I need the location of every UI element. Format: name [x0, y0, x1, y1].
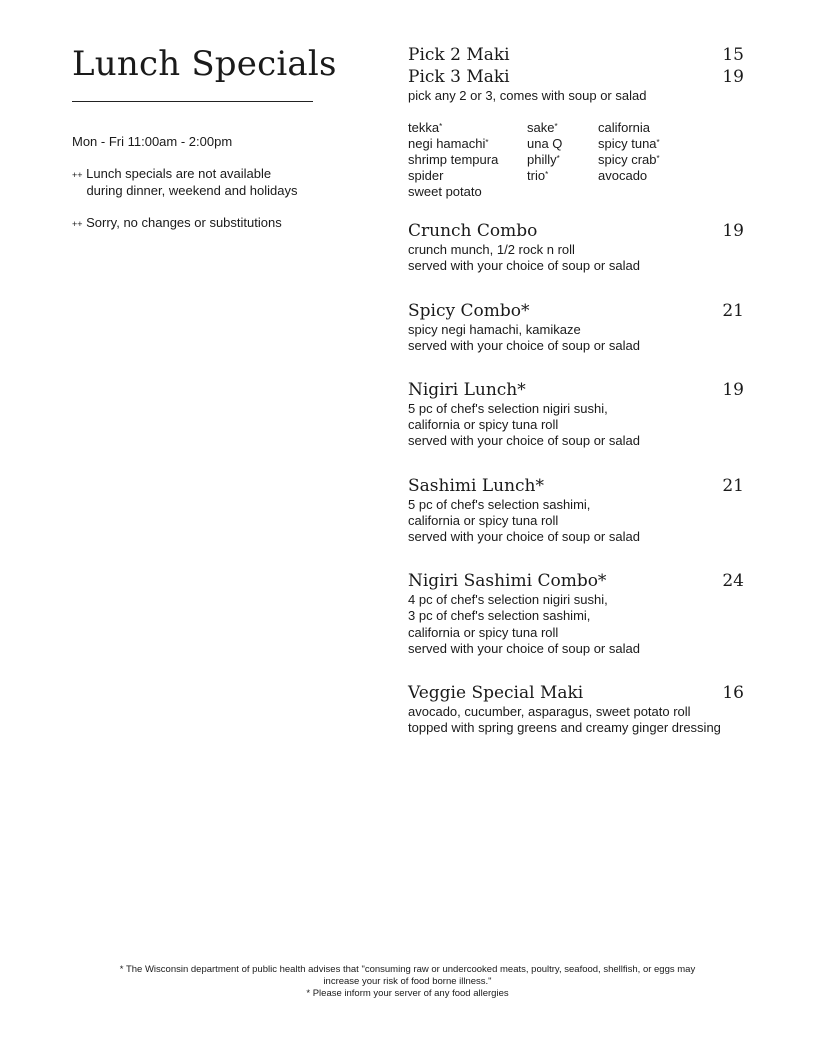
item-price: 19	[722, 380, 744, 401]
disclaimer-line: increase your risk of food borne illness."	[323, 976, 492, 987]
raw-warning-star: *	[439, 122, 443, 132]
maki-option	[598, 168, 744, 184]
maki-option-name: shrimp tempura	[408, 152, 499, 168]
note-item	[72, 215, 298, 232]
lunch-hours: Mon - Fri 11:00am - 2:00pm	[72, 134, 233, 149]
page-title: Lunch Specials	[72, 44, 337, 84]
pick-2-maki	[408, 44, 744, 66]
raw-warning-star: *	[554, 122, 558, 132]
allergy-note: * Please inform your server of any food allergies	[306, 988, 509, 999]
maki-option	[408, 120, 527, 136]
item-name: Pick 2 Maki	[408, 45, 510, 65]
item-description-line: california or spicy tuna roll	[408, 417, 559, 433]
menu-column	[408, 44, 744, 736]
maki-option	[527, 120, 598, 136]
raw-warning-star: *	[545, 170, 549, 180]
maki-option	[527, 168, 598, 184]
menu-items	[408, 220, 744, 736]
maki-option-name: spicy crab	[598, 152, 657, 168]
pick-description: pick any 2 or 3, comes with soup or salad	[408, 88, 647, 103]
item-name: Sashimi Lunch*	[408, 475, 545, 496]
item-price: 15	[722, 45, 744, 65]
item-price: 19	[722, 67, 744, 87]
item-price: 24	[722, 571, 744, 592]
maki-option-name: spider	[408, 168, 444, 184]
menu-item-header	[408, 220, 744, 242]
raw-warning-star: *	[656, 154, 660, 164]
menu-item-header	[408, 300, 744, 322]
menu-item	[408, 300, 744, 354]
menu-item-header	[408, 570, 744, 592]
menu-item	[408, 682, 744, 736]
maki-option	[408, 152, 527, 168]
disclaimer-line: * The Wisconsin department of public health advises that "consuming raw or undercooked meats, poultry, seafood, shellfish, or eggs may	[119, 964, 696, 975]
item-price: 21	[722, 300, 744, 321]
maki-option	[408, 184, 527, 200]
item-description-line: served with your choice of soup or salad	[408, 433, 640, 449]
maki-option-name: negi hamachi	[408, 136, 486, 152]
menu-item	[408, 379, 744, 450]
item-name: Pick 3 Maki	[408, 67, 510, 87]
item-description-line: crunch munch, 1/2 rock n roll	[408, 242, 575, 258]
title-divider	[72, 101, 313, 102]
item-description-line: served with your choice of soup or salad	[408, 258, 640, 274]
item-description-line: topped with spring greens and creamy ginger dressing	[408, 720, 721, 736]
maki-option	[527, 136, 598, 152]
note-item	[72, 166, 298, 199]
maki-option-name: tekka	[408, 120, 440, 136]
raw-warning-star: *	[556, 154, 560, 164]
maki-option-name: trio	[527, 168, 546, 184]
maki-option	[408, 168, 527, 184]
item-description-line: 5 pc of chef's selection sashimi,	[408, 496, 591, 512]
item-description-line: avocado, cucumber, asparagus, sweet potato roll	[408, 704, 691, 720]
item-description-line: 3 pc of chef's selection sashimi,	[408, 608, 591, 624]
pick-3-maki	[408, 66, 744, 88]
item-description-line: 5 pc of chef's selection nigiri sushi,	[408, 401, 608, 417]
note-text: Lunch specials are not available during dinner, weekend and holidays	[86, 166, 298, 198]
item-description-line: served with your choice of soup or salad	[408, 640, 640, 656]
item-name: Spicy Combo*	[408, 300, 530, 321]
maki-option-name: spicy tuna	[598, 136, 657, 152]
menu-item-header	[408, 682, 744, 704]
maki-option	[408, 136, 527, 152]
note-marker: ++	[72, 170, 83, 180]
item-price: 19	[722, 221, 744, 242]
maki-option	[598, 136, 744, 152]
menu-item	[408, 220, 744, 274]
maki-option	[598, 120, 744, 136]
item-name: Crunch Combo	[408, 221, 538, 242]
raw-warning-star: *	[485, 138, 489, 148]
item-description-line: california or spicy tuna roll	[408, 624, 559, 640]
raw-warning-star: *	[656, 138, 660, 148]
maki-option-name: philly	[527, 152, 557, 168]
maki-option-name: california	[598, 120, 651, 136]
item-description-line: california or spicy tuna roll	[408, 512, 559, 528]
lunch-notes	[72, 166, 298, 248]
maki-option	[598, 152, 744, 168]
menu-item-header	[408, 379, 744, 401]
menu-item	[408, 475, 744, 546]
item-description-line: served with your choice of soup or salad	[408, 337, 640, 353]
maki-option-name: avocado	[598, 168, 648, 184]
item-price: 21	[722, 475, 744, 496]
maki-options	[408, 120, 744, 200]
health-disclaimer	[40, 964, 775, 1000]
note-marker: ++	[72, 219, 83, 229]
note-text: Sorry, no changes or substitutions	[82, 215, 282, 230]
item-name: Nigiri Lunch*	[408, 380, 526, 401]
item-price: 16	[722, 683, 744, 704]
menu-item	[408, 570, 744, 657]
maki-option	[527, 152, 598, 168]
item-name: Nigiri Sashimi Combo*	[408, 571, 607, 592]
item-name: Veggie Special Maki	[408, 683, 584, 704]
item-description-line: spicy negi hamachi, kamikaze	[408, 321, 581, 337]
maki-option-name: sweet potato	[408, 184, 482, 200]
item-description-line: 4 pc of chef's selection nigiri sushi,	[408, 592, 608, 608]
item-description-line: served with your choice of soup or salad	[408, 529, 640, 545]
maki-option-name: una Q	[527, 136, 563, 152]
menu-item-header	[408, 475, 744, 497]
maki-option-name: sake	[527, 120, 555, 136]
